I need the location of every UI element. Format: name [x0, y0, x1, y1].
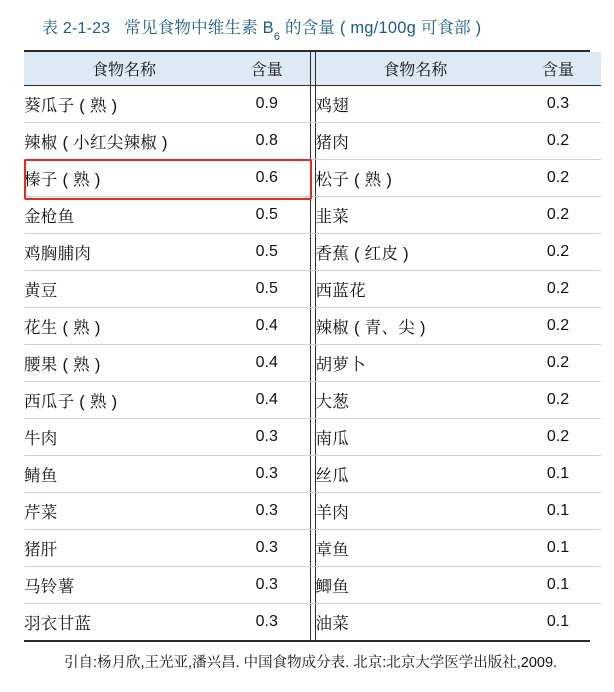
- food-name-cell: 韭菜: [315, 197, 515, 234]
- food-name-cell: 葵瓜子 ( 熟 ): [24, 86, 224, 123]
- food-name-cell: 羽衣甘蓝: [24, 615, 92, 634]
- table-row: [24, 123, 601, 160]
- food-name-cell: 黄豆: [24, 271, 224, 308]
- food-name-cell: 牛肉: [24, 419, 224, 456]
- food-name-cell: 马铃薯: [24, 567, 224, 604]
- nutrient-table-grid: [24, 52, 601, 640]
- content-value-cell: 0.4: [224, 382, 310, 419]
- content-value-cell: 0.4: [224, 308, 310, 345]
- table-caption: [24, 14, 590, 50]
- content-value-cell: 0.2: [515, 308, 601, 345]
- caption-text: [124, 14, 482, 44]
- content-value-cell: 0.2: [515, 160, 601, 197]
- food-name-cell: 芹菜: [24, 493, 224, 530]
- food-name-cell: 章鱼: [315, 530, 515, 567]
- table-row: [24, 456, 601, 493]
- food-name-cell: 辣椒 ( 小红尖辣椒 ): [24, 123, 224, 160]
- food-name-cell: 鸡翅: [315, 86, 515, 123]
- food-name-cell: 丝瓜: [315, 456, 515, 493]
- food-name-cell: 大葱: [315, 382, 515, 419]
- caption-text-after: 的含量 ( mg/100g 可食部 ): [280, 19, 482, 37]
- content-value-cell: 0.5: [224, 271, 310, 308]
- content-value-cell: 0.2: [515, 197, 601, 234]
- table-row: [24, 345, 601, 382]
- food-name-cell: 腰果 ( 熟 ): [24, 345, 224, 382]
- table-body: [24, 86, 601, 641]
- content-value-cell: 0.3: [224, 493, 310, 530]
- table-row: [24, 382, 601, 419]
- header-food-name-right: 食物名称: [315, 52, 515, 86]
- food-name-cell: 油菜: [315, 615, 350, 634]
- content-value-cell: 0.3: [224, 456, 310, 493]
- food-name-cell: 胡萝卜: [315, 345, 515, 382]
- table-row: [24, 530, 601, 567]
- content-value-cell: 0.2: [515, 271, 601, 308]
- table-row: [24, 567, 601, 604]
- food-name-cell: 西蓝花: [315, 271, 515, 308]
- caption-label: 表 2-1-23: [42, 20, 111, 37]
- table-row: [24, 308, 601, 345]
- content-value-cell: 0.1: [515, 456, 601, 493]
- content-value-cell: 0.2: [515, 419, 601, 456]
- food-name-cell: 鲭鱼: [24, 456, 224, 493]
- food-name-cell: 金枪鱼: [24, 197, 224, 234]
- table-row: [24, 160, 601, 197]
- caption-text-before: 常见食物中维生素 B: [124, 19, 274, 37]
- table-row: [24, 234, 601, 271]
- content-value-cell: 0.9: [224, 86, 310, 123]
- food-name-cell: 鸡胸脯肉: [24, 234, 224, 271]
- food-name-cell: 南瓜: [315, 419, 515, 456]
- nutrient-table: [24, 50, 590, 642]
- caption-subscript: 6: [273, 31, 281, 44]
- content-value-cell: 0.3: [224, 530, 310, 567]
- content-value-cell: 0.4: [224, 345, 310, 382]
- content-value-cell: 0.1: [515, 530, 601, 567]
- source-note: [24, 642, 590, 674]
- table-head: [24, 52, 601, 86]
- content-value-cell: 0.1: [515, 567, 601, 604]
- food-name-cell: 鲫鱼: [315, 567, 515, 604]
- content-value-cell: 0.6: [224, 160, 310, 197]
- table-header-row: [24, 52, 601, 86]
- table-row: [24, 419, 601, 456]
- source-note-text: 引自:杨月欣,王光亚,潘兴昌. 中国食物成分表. 北京:北京大学医学出版社,2009.: [64, 655, 558, 672]
- food-name-cell: 猪肝: [24, 530, 224, 567]
- content-value-cell: 0.2: [515, 382, 601, 419]
- header-food-name-left: 食物名称: [24, 52, 224, 86]
- content-value-cell: 0.3: [255, 613, 278, 631]
- content-value-cell: 0.3: [224, 567, 310, 604]
- content-value-cell: 0.2: [515, 234, 601, 271]
- content-value-cell: 0.2: [515, 123, 601, 160]
- table-row: [24, 493, 601, 530]
- content-value-cell: 0.5: [224, 234, 310, 271]
- table-row: [24, 86, 601, 123]
- food-name-cell: 香蕉 ( 红皮 ): [315, 234, 515, 271]
- header-content-left: 含量: [224, 52, 310, 86]
- food-name-cell: 花生 ( 熟 ): [24, 308, 224, 345]
- table-row: [24, 271, 601, 308]
- table-row: [24, 604, 601, 641]
- food-name-cell: 松子 ( 熟 ): [315, 160, 515, 197]
- table-row: [24, 197, 601, 234]
- food-name-cell: 猪肉: [315, 123, 515, 160]
- content-value-cell: 0.1: [546, 613, 570, 631]
- content-value-cell: 0.1: [515, 493, 601, 530]
- food-name-cell: 西瓜子 ( 熟 ): [24, 382, 224, 419]
- food-name-cell: 羊肉: [315, 493, 515, 530]
- content-value-cell: 0.3: [224, 419, 310, 456]
- food-name-cell: 榛子 ( 熟 ): [24, 160, 224, 197]
- food-name-cell: 辣椒 ( 青、尖 ): [315, 308, 515, 345]
- content-value-cell: 0.8: [224, 123, 310, 160]
- header-content-right: 含量: [515, 52, 601, 86]
- content-value-cell: 0.3: [515, 86, 601, 123]
- content-value-cell: 0.2: [515, 345, 601, 382]
- content-value-cell: 0.5: [224, 197, 310, 234]
